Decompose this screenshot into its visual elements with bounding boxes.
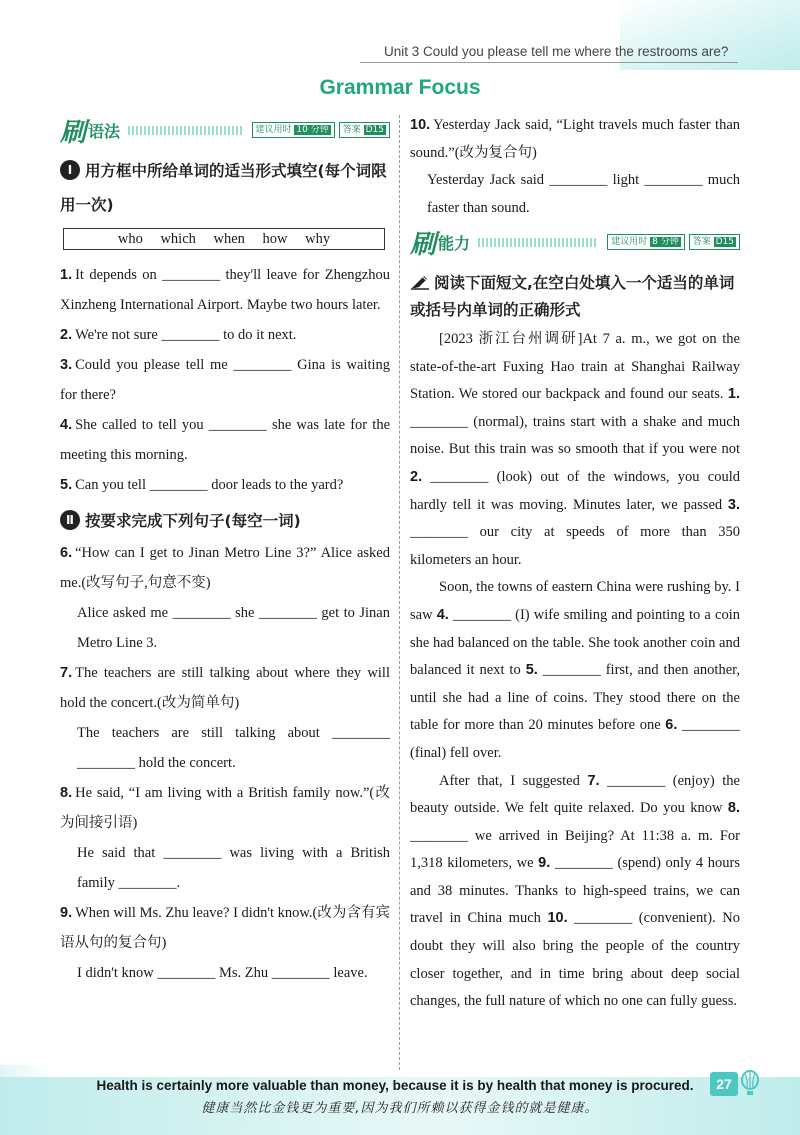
- passage-text: ________ (I) wife smiling and pointing to a coin she had balanced on the table. She took another coin and balanced it next to: [410, 606, 740, 679]
- section-label: 能力: [438, 233, 471, 253]
- question: 6. “How can I get to Jinan Metro Line 3?” Alice asked me.(改写句子,句意不变) Alice asked me ________ she ________ get to Jinan Metro Line 3.: [60, 538, 390, 658]
- balloon-icon: [740, 1070, 760, 1096]
- numeral-badge: Ⅱ: [60, 510, 80, 530]
- page-title: Grammar Focus: [319, 76, 481, 99]
- answer-line: Yesterday Jack said ________ light ________ much faster than sound.: [427, 172, 740, 216]
- question: 4. She called to tell you ________ she was late for the meeting this morning.: [60, 417, 390, 463]
- unit-header: Unit 3 Could you please tell me where the restrooms are?: [384, 44, 729, 59]
- brush-icon: 刷: [60, 117, 87, 148]
- blank-number: 5.: [525, 662, 538, 679]
- passage-text: ________ (enjoy) the beauty outside. We felt quite relaxed. Do you know: [410, 772, 740, 817]
- passage-text: ________ we arrived in Beijing? At 11:38 a. m. For 1,318 kilometers, we: [410, 827, 740, 872]
- question: 9. When will Ms. Zhu leave? I didn't know.(改为含有宾语从句的复合句) I didn't know ________ Ms. Zhu ________ leave.: [60, 898, 390, 988]
- question: 2. We're not sure ________ to do it next.: [60, 327, 297, 343]
- blank-number: 4.: [436, 606, 449, 623]
- answer-line: I didn't know ________ Ms. Zhu ________ leave.: [77, 965, 368, 981]
- blank-number: 10.: [547, 910, 568, 927]
- passage-text: At 7 a. m., we got on the state-of-the-art Fuxing Hao train at Shanghai Railway Station. We stored our backpack and found our seats.: [410, 331, 740, 403]
- question: 8. He said, “I am living with a British family now.”(改为间接引语) He said that ________ was living with a British family ________.: [60, 778, 390, 898]
- blank-number: 7.: [587, 772, 600, 789]
- blank-number: 2.: [410, 468, 423, 485]
- question: 5. Can you tell ________ door leads to the yard?: [60, 477, 344, 493]
- passage-text: ________ our city at speeds of more than 350 kilometers an hour.: [410, 524, 740, 568]
- blank-number: 6.: [665, 717, 678, 734]
- question: 1. It depends on ________ they'll leave for Zhengzhou Xinzheng International Airport. Maybe two hours later.: [60, 267, 390, 313]
- question: 3. Could you please tell me ________ Gina is waiting for there?: [60, 357, 390, 403]
- passage-text: Soon, the towns of eastern China were rushing by. I saw: [410, 579, 740, 623]
- time-tag: 建议用时 10 分钟: [252, 122, 335, 138]
- stripe-decoration: [128, 126, 241, 135]
- passage-text: ________ (spend) only 4 hours and 38 minutes. Thanks to high-speed trains, we can travel in China much: [410, 855, 740, 927]
- left-column: [60, 110, 390, 988]
- section-label: 语法: [88, 121, 121, 141]
- blank-number: 3.: [727, 496, 740, 513]
- header-rule: [360, 62, 738, 63]
- passage-paragraph: [410, 574, 740, 767]
- passage-text: ________ (normal), trains start with a shake and much noise. But this train was so smooth that if you were not: [410, 413, 740, 458]
- blank-number: 1.: [727, 386, 740, 403]
- passage-paragraph: [410, 768, 740, 1016]
- part-two-title: Ⅱ 按要求完成下列句子(每空一词): [60, 504, 390, 538]
- word-box: who which when how why: [63, 228, 385, 250]
- passage-text: ________ (convenient). No doubt they will also bring the people of the country closer together, and in time bring about deep social changes, the full nature of which no one can fully guess.: [410, 910, 740, 1010]
- passage-paragraph: [410, 326, 740, 574]
- source-tag: [2023 浙江台州调研]: [439, 331, 583, 347]
- time-tag: 建议用时 8 分钟: [607, 234, 684, 250]
- answer-line: Alice asked me ________ she ________ get to Jinan Metro Line 3.: [77, 605, 390, 651]
- numeral-badge: Ⅰ: [60, 160, 80, 180]
- answer-tag: 答案 D15: [339, 122, 390, 138]
- answer-tag: 答案 D15: [689, 234, 740, 250]
- passage-text: After that, I suggested: [439, 772, 588, 789]
- reading-title: 阅读下面短文,在空白处填入一个适当的单词或括号内单词的正确形式: [410, 274, 735, 319]
- footer-quote-chinese: 健康当然比金钱更为重要,因为我们所赖以获得金钱的就是健康。: [201, 1101, 599, 1116]
- passage-text: ________ (final) fell over.: [410, 717, 740, 761]
- column-divider: [399, 115, 400, 1070]
- blank-number: 9.: [538, 855, 551, 872]
- pencil-icon: [410, 272, 430, 290]
- passage-text: ________ first, and then another, until she had a line of coins. They stood there on the table for more than 20 minutes before one: [410, 662, 741, 734]
- brush-icon: 刷: [410, 229, 437, 260]
- page-number: 27: [710, 1072, 738, 1096]
- ability-section-header: [410, 222, 740, 262]
- corner-decoration: [620, 0, 800, 70]
- answer-line: The teachers are still talking about ________ ________ hold the concert.: [77, 725, 390, 771]
- stripe-decoration: [478, 238, 597, 247]
- grammar-section-header: [60, 110, 390, 150]
- footer-quote-english: Health is certainly more valuable than money, because it is by health that money is procured.: [96, 1078, 694, 1093]
- answer-line: He said that ________ was living with a British family ________.: [77, 845, 390, 891]
- blank-number: 8.: [727, 800, 740, 817]
- passage-text: ________ (look) out of the windows, you could hardly tell it was moving. Minutes later, we passed: [410, 468, 740, 513]
- question: 10. Yesterday Jack said, “Light travels much faster than sound.”(改为复合句) Yesterday Jack said ________ light ________ much faster than sound.: [410, 112, 740, 222]
- right-column: [410, 110, 740, 1016]
- part-one-title: Ⅰ 用方框中所给单词的适当形式填空(每个词限用一次): [60, 162, 387, 214]
- question: 7. The teachers are still talking about where they will hold the concert.(改为简单句) The teachers are still talking about ________ ________ hold the concert.: [60, 658, 390, 778]
